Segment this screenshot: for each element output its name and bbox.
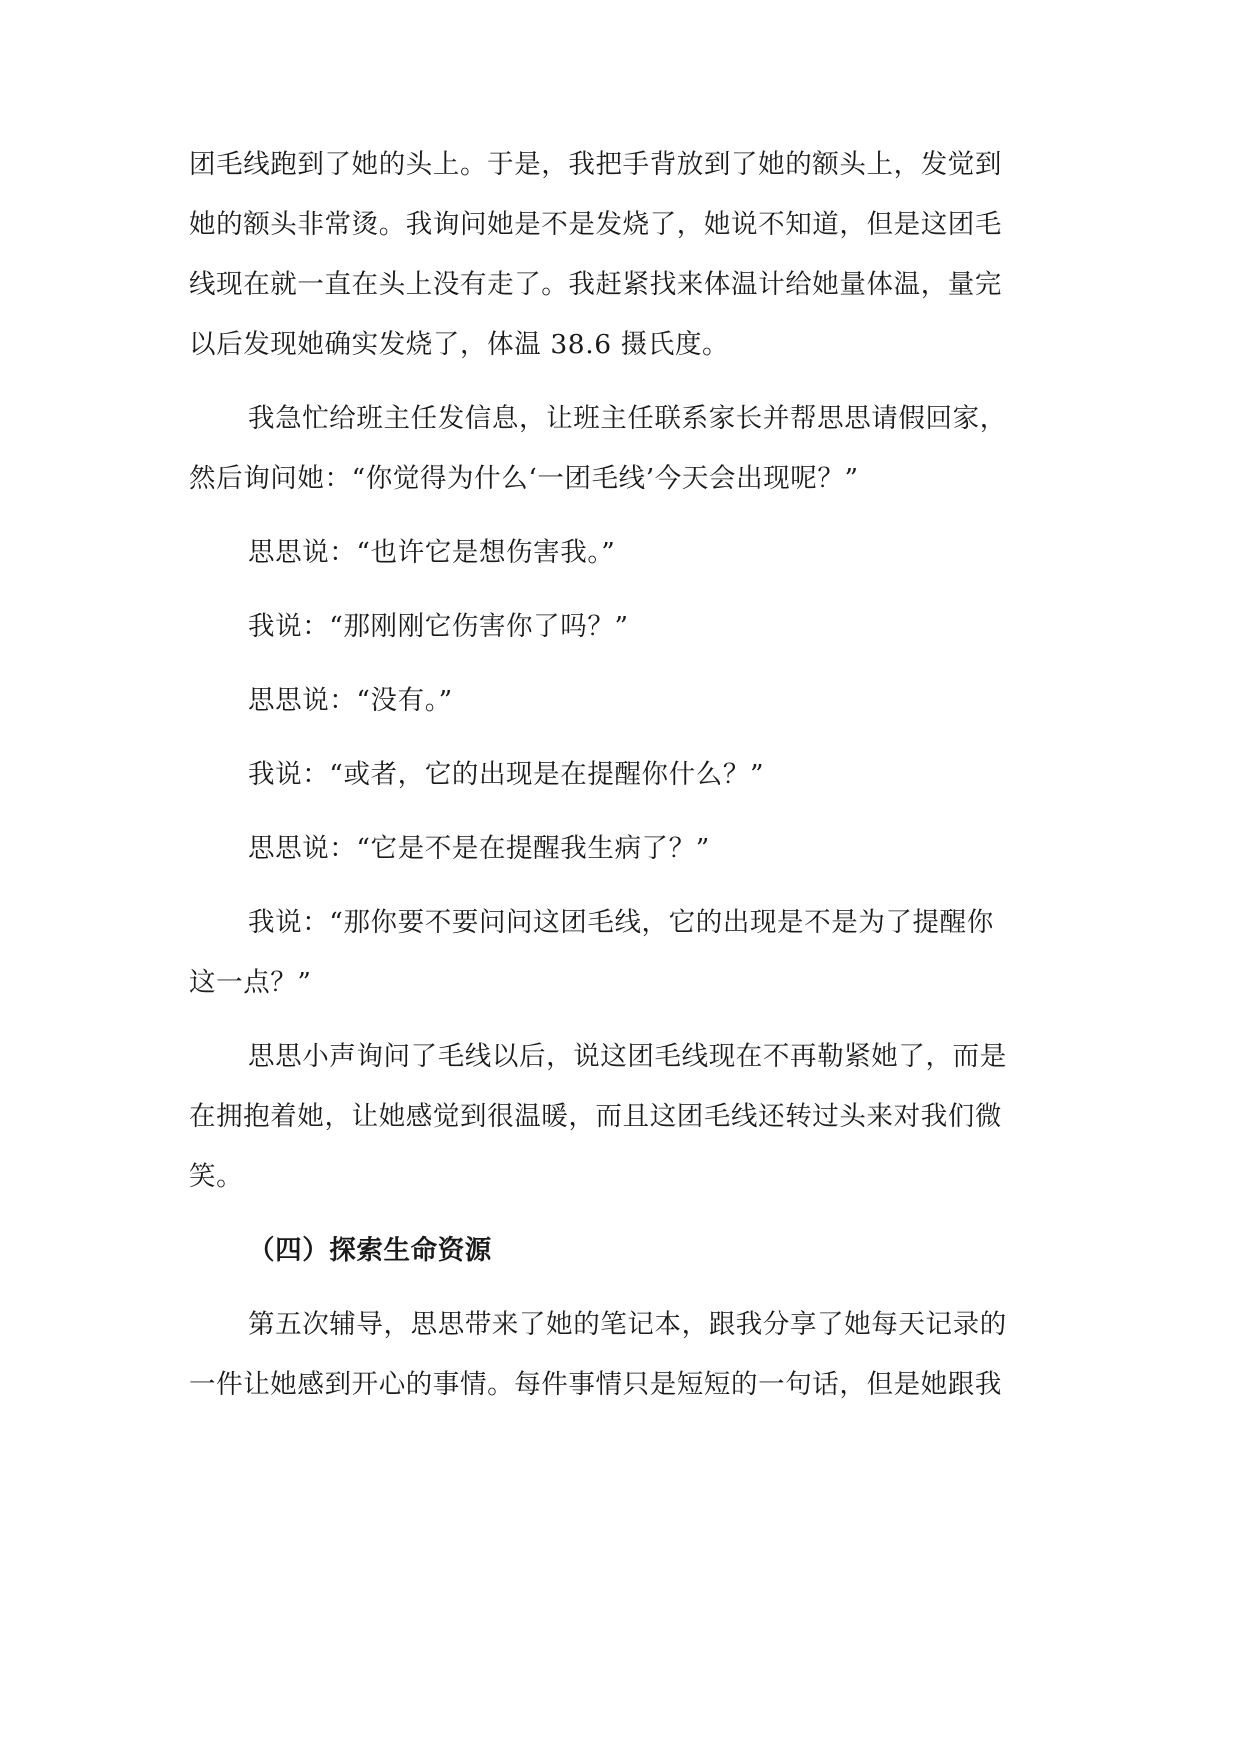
paragraph-line: 第五次辅导，思思带来了她的笔记本，跟我分享了她每天记录的 <box>248 1309 1007 1340</box>
paragraph-line: 思思小声询问了毛线以后，说这团毛线现在不再勒紧她了，而是 <box>248 1041 1007 1072</box>
paragraph-line: 线现在就一直在头上没有走了。我赶紧找来体温计给她量体温，量完 <box>189 269 1002 300</box>
dialogue-line: 思思说：“没有。” <box>248 685 453 716</box>
paragraph-line: 以后发现她确实发烧了，体温 38.6 摄氏度。 <box>189 329 730 360</box>
paragraph-line: 然后询问她：“你觉得为什么‘一团毛线’今天会出现呢？” <box>189 463 859 494</box>
dialogue-line: 我说：“那刚刚它伤害你了吗？” <box>248 611 629 642</box>
paragraph-line: 她的额头非常烫。我询问她是不是发烧了，她说不知道，但是这团毛 <box>189 209 1002 240</box>
dialogue-line: 我说：“那你要不要问问这团毛线，它的出现是不是为了提醒你 <box>248 907 994 938</box>
paragraph-line: 一件让她感到开心的事情。每件事情只是短短的一句话，但是她跟我 <box>189 1369 1002 1400</box>
dialogue-line: 这一点？” <box>189 967 312 998</box>
dialogue-line: 思思说：“也许它是想伤害我。” <box>248 537 616 568</box>
paragraph-line: 团毛线跑到了她的头上。于是，我把手背放到了她的额头上，发觉到 <box>189 149 1002 180</box>
section-heading: （四）探索生命资源 <box>248 1235 492 1266</box>
dialogue-line: 思思说：“它是不是在提醒我生病了？” <box>248 833 710 864</box>
paragraph-line: 在拥抱着她，让她感觉到很温暖，而且这团毛线还转过头来对我们微 <box>189 1101 1002 1132</box>
dialogue-line: 我说：“或者，它的出现是在提醒你什么？” <box>248 759 765 790</box>
paragraph-line: 笑。 <box>189 1161 244 1192</box>
paragraph-line: 我急忙给班主任发信息，让班主任联系家长并帮思思请假回家， <box>248 403 1007 434</box>
